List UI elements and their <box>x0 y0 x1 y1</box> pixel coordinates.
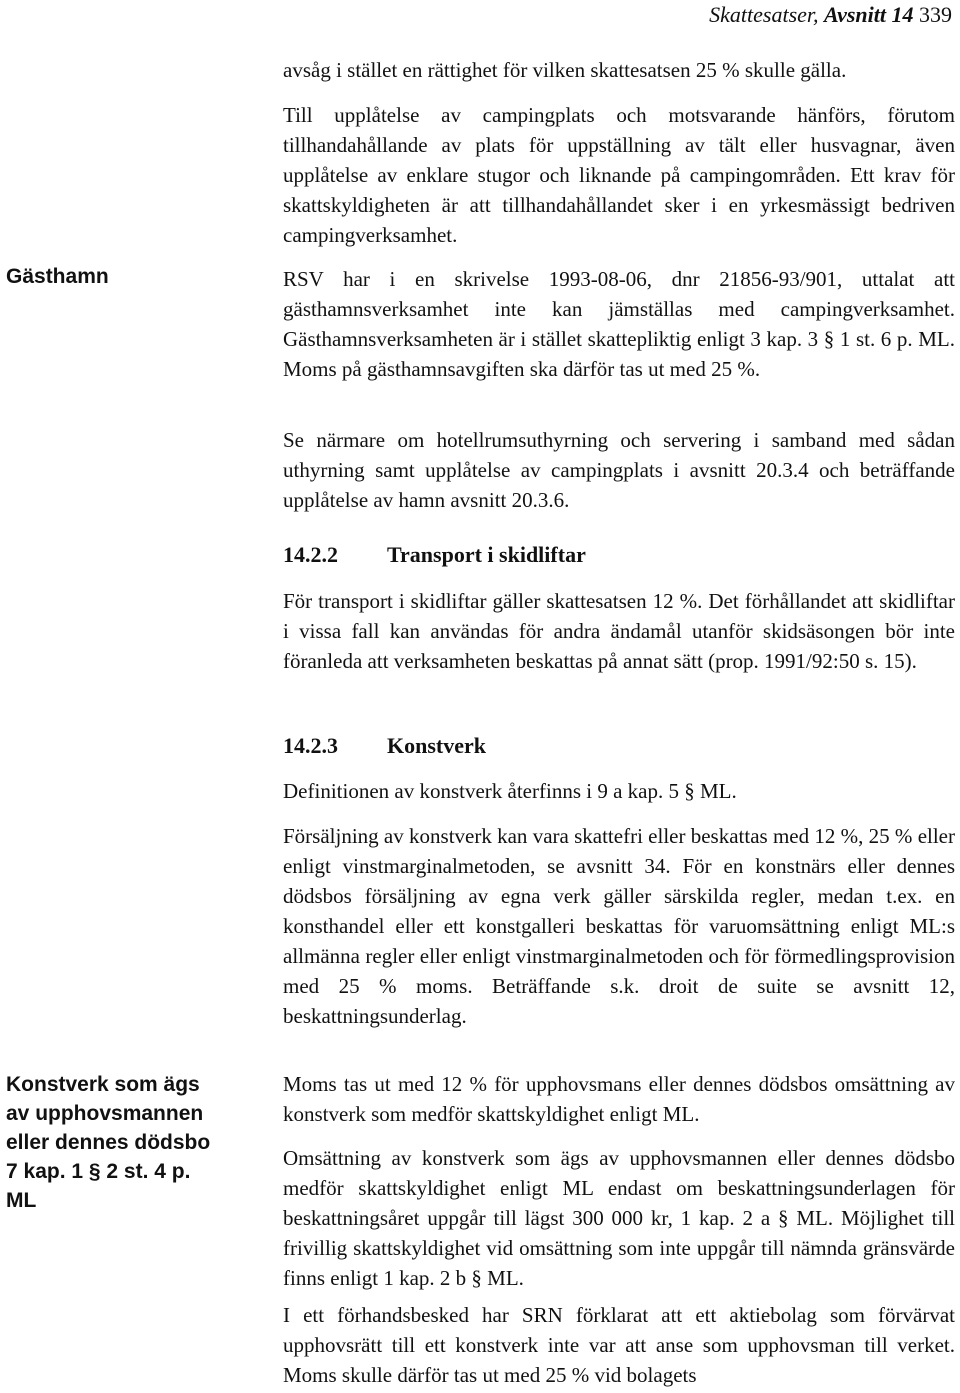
section-heading-title: Konstverk <box>387 733 486 758</box>
paragraph-2: Till upplåtelse av campingplats och motsvarande hänförs, förutom tillhandahållande av plats för uppställning av tält eller husvagnar, även upplåtelse av enklare stugor och liknande på campingområden. Ett krav för skattskyldigheten är att tillhandahållandet sker i en yrkesmässigt bedriven campingverksamhet. <box>283 103 955 247</box>
paragraph-8: Moms tas ut med 12 % för upphovsmans eller dennes dödsbos omsättning av konstverk som medför skattskyldighet enligt ML. <box>283 1072 955 1126</box>
paragraph-1: avsåg i stället en rättighet för vilken skattesatsen 25 % skulle gälla. <box>283 58 847 82</box>
paragraph-6: Definitionen av konstverk återfinns i 9 a kap. 5 § ML. <box>283 779 737 803</box>
section-heading-konstverk <box>283 731 486 761</box>
section-label: Skattesatser, <box>709 2 819 27</box>
page-number: 339 <box>919 2 952 27</box>
section-heading-number: 14.2.3 <box>283 733 338 758</box>
section-heading-transport <box>283 540 586 570</box>
section-heading-number: 14.2.2 <box>283 542 338 567</box>
paragraph-9: Omsättning av konstverk som ägs av upphovsmannen eller dennes dödsbo medför skattskyldighet enligt ML endast om beskattningsunderlagen för beskattningsåret uppgår till lägst 300 000 kr, 1 kap. 2 a § ML. Möjlighet till frivillig skattskyldighet vid omsättning som inte uppgår till nämnda gränsvärde finns enligt 1 kap. 2 b § ML. <box>283 1146 955 1290</box>
paragraph-3: RSV har i en skrivelse 1993-08-06, dnr 21856-93/901, uttalat att gästhamnsverksamhet inte kan jämställas med campingverksamhet. Gästhamnsverksamheten är i stället skattepliktig enligt 3 kap. 3 § 1 st. 6 p. ML. Moms på gästhamnsavgiften ska därför tas ut med 25 %. <box>283 267 955 381</box>
page-header <box>709 2 952 28</box>
paragraph-4: Se närmare om hotellrumsuthyrning och servering i samband med sådan uthyrning samt upplåtelse av campingplats i avsnitt 20.3.4 och beträffande upplåtelse av hamn avsnitt 20.3.6. <box>283 428 955 512</box>
section-number: Avsnitt 14 <box>824 2 914 27</box>
margin-note-gasthamn: Gästhamn <box>6 265 109 288</box>
section-heading-title: Transport i skidliftar <box>387 542 586 567</box>
paragraph-10: I ett förhandsbesked har SRN förklarat att ett aktiebolag som förvärvat upphovsrätt till ett konstverk inte var att anse som upphovsman till verket. Moms skulle därför tas ut med 25 % vid bolagets <box>283 1303 955 1387</box>
margin-note-konstverk: Konstverk som ägs av upphovsmannen eller dennes dödsbo 7 kap. 1 § 2 st. 4 p. ML <box>6 1073 211 1212</box>
paragraph-7: Försäljning av konstverk kan vara skattefri eller beskattas med 12 %, 25 % eller enligt vinstmarginalmetoden, se avsnitt 34. För en konstnärs eller dennes dödsbos försäljning av egna verk gäller särskilda regler, medan t.ex. en konsthandel eller ett konstgalleri beskattas för varuomsättning enligt ML:s allmänna regler eller enligt vinstmarginalmetoden och för förmedlingsprovision med 25 % moms. Beträffande s.k. droit de suite se avsnitt 12, beskattningsunderlag. <box>283 824 955 1028</box>
paragraph-5: För transport i skidliftar gäller skattesatsen 12 %. Det förhållandet att skidliftar i vissa fall kan användas för andra ändamål utanför skidsäsongen bör inte föranleda att verksamheten beskattas på annat sätt (prop. 1991/92:50 s. 15). <box>283 589 955 673</box>
